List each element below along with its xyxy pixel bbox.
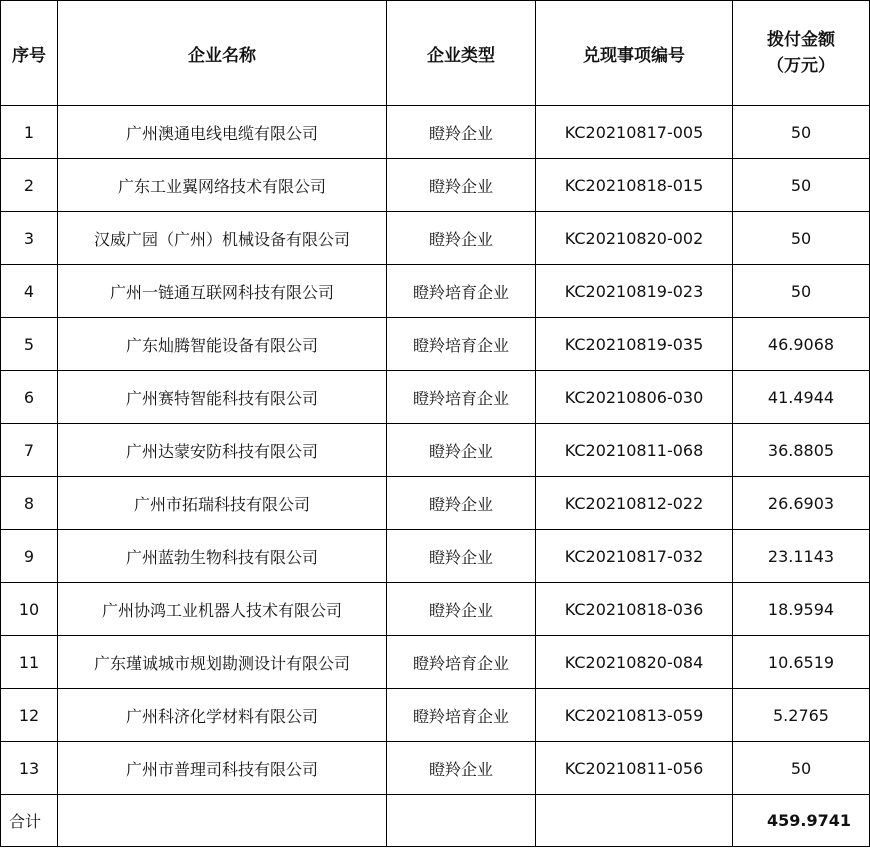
header-company-type: 企业类型 [387,1,536,106]
cell-item-code: KC20210820-084 [536,636,733,689]
cell-seq: 9 [1,530,58,583]
total-empty [387,795,536,847]
table-row [1,318,870,371]
cell-item-code: KC20210806-030 [536,371,733,424]
cell-item-code: KC20210813-059 [536,689,733,742]
cell-item-code: KC20210818-036 [536,583,733,636]
cell-company-type: 瞪羚企业 [387,424,536,477]
cell-amount: 46.9068 [733,318,870,371]
total-empty [536,795,733,847]
cell-seq: 8 [1,477,58,530]
cell-seq: 7 [1,424,58,477]
table-row [1,742,870,795]
cell-company-name: 广州赛特智能科技有限公司 [58,371,387,424]
cell-amount: 26.6903 [733,477,870,530]
cell-company-type: 瞪羚企业 [387,742,536,795]
total-row [1,795,870,847]
cell-company-type: 瞪羚企业 [387,212,536,265]
cell-company-name: 广州市普理司科技有限公司 [58,742,387,795]
cell-company-type: 瞪羚企业 [387,159,536,212]
header-amount-line2: （万元） [767,56,835,76]
cell-company-name: 广州达蒙安防科技有限公司 [58,424,387,477]
cell-company-name: 广东瑾诚城市规划勘测设计有限公司 [58,636,387,689]
cell-company-name: 广州市拓瑞科技有限公司 [58,477,387,530]
cell-seq: 4 [1,265,58,318]
table-row [1,530,870,583]
cell-amount: 50 [733,212,870,265]
cell-item-code: KC20210811-068 [536,424,733,477]
table-row [1,212,870,265]
table-row [1,583,870,636]
table-row [1,424,870,477]
cell-seq: 1 [1,106,58,159]
cell-company-type: 瞪羚企业 [387,583,536,636]
table-row [1,689,870,742]
header-seq: 序号 [1,1,58,106]
cell-seq: 5 [1,318,58,371]
cell-company-type: 瞪羚培育企业 [387,318,536,371]
cell-amount: 50 [733,159,870,212]
cell-company-name: 广东工业翼网络技术有限公司 [58,159,387,212]
cell-seq: 2 [1,159,58,212]
table-row [1,477,870,530]
cell-company-name: 汉威广园（广州）机械设备有限公司 [58,212,387,265]
cell-item-code: KC20210817-005 [536,106,733,159]
total-amount: 459.9741 [733,795,870,847]
cell-amount: 50 [733,106,870,159]
cell-company-type: 瞪羚企业 [387,106,536,159]
cell-amount: 23.1143 [733,530,870,583]
header-row [1,1,870,106]
table-row [1,371,870,424]
cell-amount: 5.2765 [733,689,870,742]
header-amount-line1: 拨付金额 [767,30,835,50]
cell-item-code: KC20210811-056 [536,742,733,795]
cell-item-code: KC20210818-015 [536,159,733,212]
cell-company-type: 瞪羚培育企业 [387,371,536,424]
header-item-code: 兑现事项编号 [536,1,733,106]
cell-item-code: KC20210817-032 [536,530,733,583]
cell-company-type: 瞪羚培育企业 [387,265,536,318]
cell-company-name: 广州协鸿工业机器人技术有限公司 [58,583,387,636]
cell-company-type: 瞪羚企业 [387,530,536,583]
cell-amount: 10.6519 [733,636,870,689]
cell-company-name: 广州澳通电线电缆有限公司 [58,106,387,159]
cell-company-name: 广州蓝勃生物科技有限公司 [58,530,387,583]
cell-company-name: 广州科济化学材料有限公司 [58,689,387,742]
table-row [1,636,870,689]
cell-company-type: 瞪羚企业 [387,477,536,530]
cell-seq: 12 [1,689,58,742]
cell-company-name: 广州一链通互联网科技有限公司 [58,265,387,318]
cell-item-code: KC20210819-023 [536,265,733,318]
header-amount [733,1,870,106]
header-company-name: 企业名称 [58,1,387,106]
cell-seq: 10 [1,583,58,636]
cell-amount: 18.9594 [733,583,870,636]
cell-amount: 50 [733,742,870,795]
table-row [1,265,870,318]
table-row [1,159,870,212]
cell-amount: 36.8805 [733,424,870,477]
total-empty [58,795,387,847]
cell-company-name: 广东灿腾智能设备有限公司 [58,318,387,371]
cell-item-code: KC20210820-002 [536,212,733,265]
cell-amount: 41.4944 [733,371,870,424]
cell-company-type: 瞪羚培育企业 [387,636,536,689]
cell-seq: 11 [1,636,58,689]
cell-seq: 3 [1,212,58,265]
cell-amount: 50 [733,265,870,318]
cell-item-code: KC20210819-035 [536,318,733,371]
total-label: 合计 [1,795,58,847]
cell-company-type: 瞪羚培育企业 [387,689,536,742]
cell-seq: 13 [1,742,58,795]
cell-item-code: KC20210812-022 [536,477,733,530]
table-row [1,106,870,159]
cell-seq: 6 [1,371,58,424]
